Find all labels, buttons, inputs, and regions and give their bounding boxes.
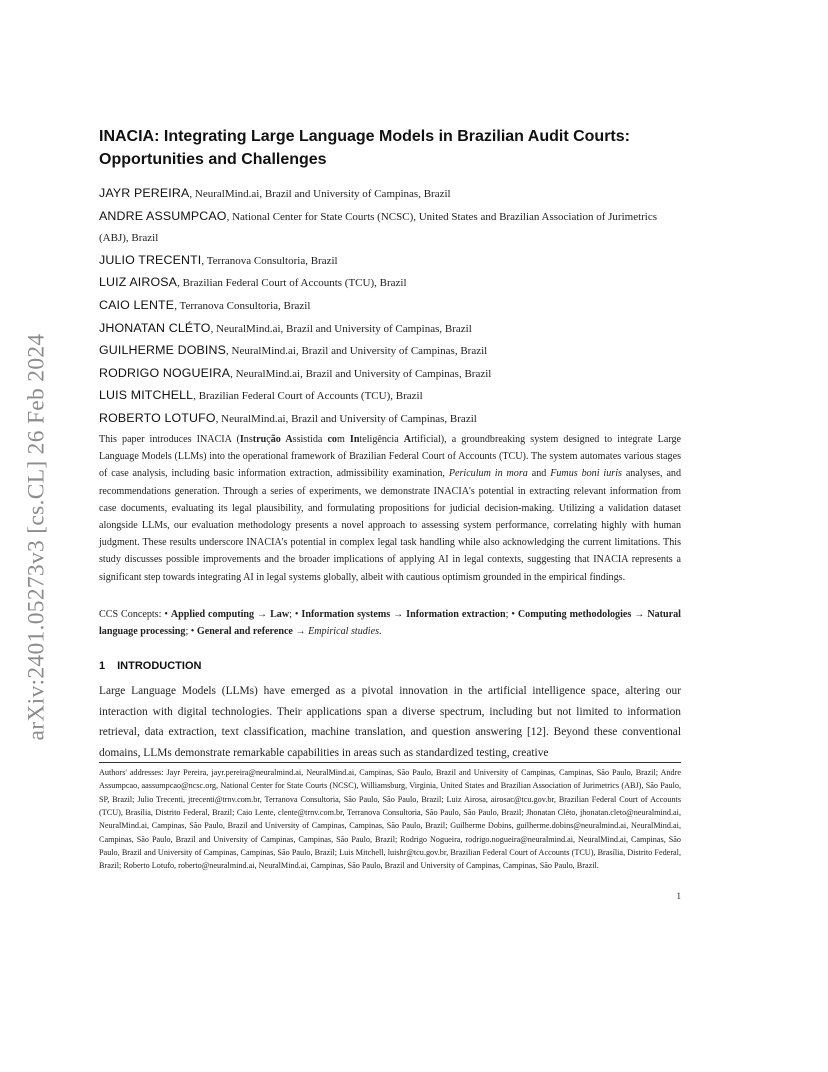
author-affiliation: NeuralMind.ai, Brazil and University of Campinas, Brazil [235,367,492,380]
introduction-paragraph: Large Language Models (LLMs) have emerged as a pivotal innovation in the artificial intelligence space, altering our interaction with digital technologies. Their applications span a diverse spectrum, including but not limited to information retrieval, data extraction, text classification, machine translation, and question answering [12]. Beyond these conventional domains, LLMs demonstrate remarkable capabilities in areas such as standardized testing, creative [99,685,681,759]
author-name: ROBERTO LOTUFO [99,410,216,425]
author-list [99,183,684,431]
author-affiliation: NeuralMind.ai, Brazil and University of Campinas, Brazil [216,322,472,335]
author-name: ANDRE ASSUMPCAO [99,208,227,223]
author-entry: JHONATAN CLÉTO, NeuralMind.ai, Brazil and University of Campinas, Brazil [99,320,472,335]
author-affiliation: Terranova Consultoria, Brazil [179,299,311,312]
page-number: 1 [676,891,681,901]
author-affiliation: NeuralMind.ai, Brazil and University of Campinas, Brazil [231,345,488,358]
author-name: CAIO LENTE [99,297,175,312]
author-entry: LUIZ AIROSA, Brazilian Federal Court of Accounts (TCU), Brazil [99,275,407,290]
author-affiliation: Terranova Consultoria, Brazil [206,254,338,267]
author-name: LUIZ AIROSA [99,275,178,290]
section-number: 1 [99,660,106,672]
author-entry: CAIO LENTE, Terranova Consultoria, Brazil [99,297,311,312]
author-name: JULIO TRECENTI [99,252,202,267]
arxiv-identifier-stamp [22,302,52,772]
author-entry: JULIO TRECENTI, Terranova Consultoria, Brazil [99,252,338,267]
paper-title: INACIA: Integrating Large Language Models in Brazilian Audit Courts: Opportunities and Challenges [99,128,630,168]
author-entry: JAYR PEREIRA, NeuralMind.ai, Brazil and University of Campinas, Brazil [99,186,451,200]
footnote-divider [99,762,681,763]
author-affiliation: NeuralMind.ai, Brazil and University of Campinas, Brazil [194,188,451,200]
author-entry: ANDRE ASSUMPCAO, National Center for State Courts (NCSC), United States and Brazilian Association of Jurimetrics (ABJ), Brazil [99,208,658,245]
author-name: LUIS MITCHELL [99,388,194,403]
author-affiliation: National Center for State Courts (NCSC), United States and Brazilian Association of Jurimetrics (ABJ), Brazil [99,210,658,245]
author-affiliation: NeuralMind.ai, Brazil and University of Campinas, Brazil [221,412,477,425]
abstract-term-fumus: Fumus boni iuris [550,468,622,480]
ccs-concepts: CCS Concepts: • Applied computing → Law; • Information systems → Information extraction; • Computing methodologies → Natural language processing; • General and reference → Empirical studies. [99,609,681,638]
author-entry: GUILHERME DOBINS, NeuralMind.ai, Brazil and University of Campinas, Brazil [99,343,488,358]
author-name: JAYR PEREIRA [99,186,190,200]
author-name: JHONATAN CLÉTO [99,320,211,335]
author-entry: LUIS MITCHELL, Brazilian Federal Court of Accounts (TCU), Brazil [99,388,423,403]
author-name: RODRIGO NOGUEIRA [99,365,231,380]
author-affiliation: Brazilian Federal Court of Accounts (TCU), Brazil [182,277,407,290]
abstract-paragraph: This paper introduces INACIA (Instrução Assistida com Inteligência Artificial), a groundbreaking system designed to integrate Large Language Models (LLMs) into the operational framework of Brazilian Federal Court of Accounts (TCU). The system automates various stages of case analysis, including basic information extraction, admissibility examination, Periculum in mora and Fumus boni iuris analyses, and recommendations generation. Through a series of experiments, we demonstrate INACIA's potential in extracting relevant information from case documents, evaluating its legal plausibility, and formulating propositions for judicial decision-making. Utilizing a validation dataset alongside LLMs, our evaluation methodology presents a novel approach to assessing system performance, correlating highly with human judgment. These results underscore INACIA's potential in complex legal task handling while also acknowledging the current limitations. This study discusses possible improvements and the broader implications of applying AI in legal contexts, suggesting that INACIA represents a significant step towards integrating AI in legal systems globally, albeit with cautious optimism grounded in the empirical findings. [99,434,682,583]
author-entry: RODRIGO NOGUEIRA, NeuralMind.ai, Brazil and University of Campinas, Brazil [99,365,492,380]
section-heading-introduction [99,660,201,672]
section-title: INTRODUCTION [117,660,202,672]
arxiv-identifier-text: arXiv:2401.05273v3 [cs.CL] 26 Feb 2024 [23,333,50,741]
author-name: GUILHERME DOBINS [99,343,227,358]
author-entry: ROBERTO LOTUFO, NeuralMind.ai, Brazil and University of Campinas, Brazil [99,410,477,425]
authors-addresses-footnote: Authors' addresses: Jayr Pereira, jayr.pereira@neuralmind.ai, NeuralMind.ai, Campinas, São Paulo, Brazil and University of Campinas, Campinas, São Paulo, Brazil; Andre Assumpcao, aassumpcao@ncsc.org, National Center for State Courts (NCSC), Williamsburg, Virginia, United States and Brazilian Association of Jurimetrics (ABJ), São Paulo, SP, Brazil; Julio Trecenti, jtrecenti@trnv.com.br, Terranova Consultoria, São Paulo, São Paulo, Brazil; Luiz Airosa, airosac@tcu.gov.br, Brazilian Federal Court of Accounts (TCU), Brasília, Distrito Federal, Brazil; Caio Lente, clente@trnv.com.br, Terranova Consultoria, São Paulo, São Paulo, Brazil; Jhonatan Cléto, jhonatan.cleto@neuralmind.ai, NeuralMind.ai, Campinas, São Paulo, Brazil and University of Campinas, Campinas, São Paulo, Brazil; Guilherme Dobins, guilherme.dobins@neuralmind.ai, NeuralMind.ai, Campinas, São Paulo, Brazil and University of Campinas, Campinas, São Paulo, Brazil; Rodrigo Nogueira, rodrigo.nogueira@neuralmind.ai, NeuralMind.ai, Campinas, São Paulo, Brazil and University of Campinas, Campinas, São Paulo, Brazil; Luis Mitchell, luishr@tcu.gov.br, Brazilian Federal Court of Accounts (TCU), Brasília, Distrito Federal, Brazil; Roberto Lotufo, roberto@neuralmind.ai, NeuralMind.ai, Campinas, São Paulo, Brazil and University of Campinas, Campinas, São Paulo, Brazil. [99,768,681,871]
abstract-term-periculum: Periculum in mora [448,468,528,480]
author-affiliation: Brazilian Federal Court of Accounts (TCU), Brazil [198,390,423,403]
